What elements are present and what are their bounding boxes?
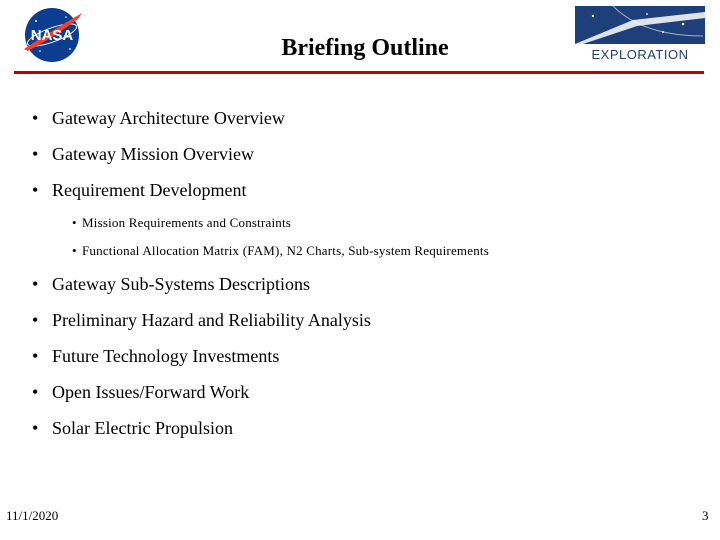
bullet-item bbox=[32, 345, 279, 367]
nasa-logo bbox=[18, 5, 86, 65]
bullet-dot: • bbox=[32, 382, 39, 402]
bullet-text: Open Issues/Forward Work bbox=[52, 382, 250, 402]
svg-text:EXPLORATION: EXPLORATION bbox=[591, 47, 689, 62]
footer-date: 11/1/2020 bbox=[6, 508, 59, 523]
bullet-dot: • bbox=[32, 310, 39, 330]
bullet-text: Solar Electric Propulsion bbox=[52, 418, 233, 438]
bullet-item bbox=[32, 381, 249, 403]
bullet-dot: • bbox=[32, 180, 39, 200]
slide-title: Briefing Outline bbox=[281, 35, 449, 61]
bullet-item bbox=[32, 417, 233, 439]
bullet-dot: • bbox=[32, 144, 39, 164]
sub-bullet-item bbox=[72, 242, 489, 260]
bullet-dot: • bbox=[32, 274, 39, 294]
bullet-text: Future Technology Investments bbox=[52, 346, 280, 366]
sub-bullet-item bbox=[72, 214, 291, 232]
sub-bullet-text-tail: Charts, Sub-system Requirements bbox=[302, 243, 489, 258]
bullet-text: Gateway Mission Overview bbox=[52, 144, 254, 164]
svg-text:NASA: NASA bbox=[30, 27, 74, 44]
sub-bullet-text: Mission Requirements and Constraints bbox=[82, 215, 292, 230]
bullet-item bbox=[32, 107, 285, 129]
superscript: 2 bbox=[296, 243, 303, 258]
bullet-dot: • bbox=[32, 418, 39, 438]
sub-bullet-text: Functional Allocation Matrix (FAM), N bbox=[82, 243, 297, 258]
bullet-item bbox=[32, 143, 254, 165]
exploration-logo bbox=[573, 6, 707, 62]
bullet-dot: • bbox=[72, 215, 77, 230]
bullet-text: Gateway Sub-Systems Descriptions bbox=[52, 274, 310, 294]
bullet-item bbox=[32, 273, 310, 295]
bullet-text: Gateway Architecture Overview bbox=[52, 108, 285, 128]
bullet-item bbox=[32, 309, 371, 331]
bullet-dot: • bbox=[72, 243, 77, 258]
bullet-dot: • bbox=[32, 346, 39, 366]
bullet-text: Requirement Development bbox=[52, 180, 247, 200]
bullet-text: Preliminary Hazard and Reliability Analysis bbox=[52, 310, 371, 330]
page-number: 3 bbox=[702, 508, 709, 523]
bullet-dot: • bbox=[32, 108, 39, 128]
header-rule bbox=[14, 71, 704, 74]
bullet-item bbox=[32, 179, 246, 201]
